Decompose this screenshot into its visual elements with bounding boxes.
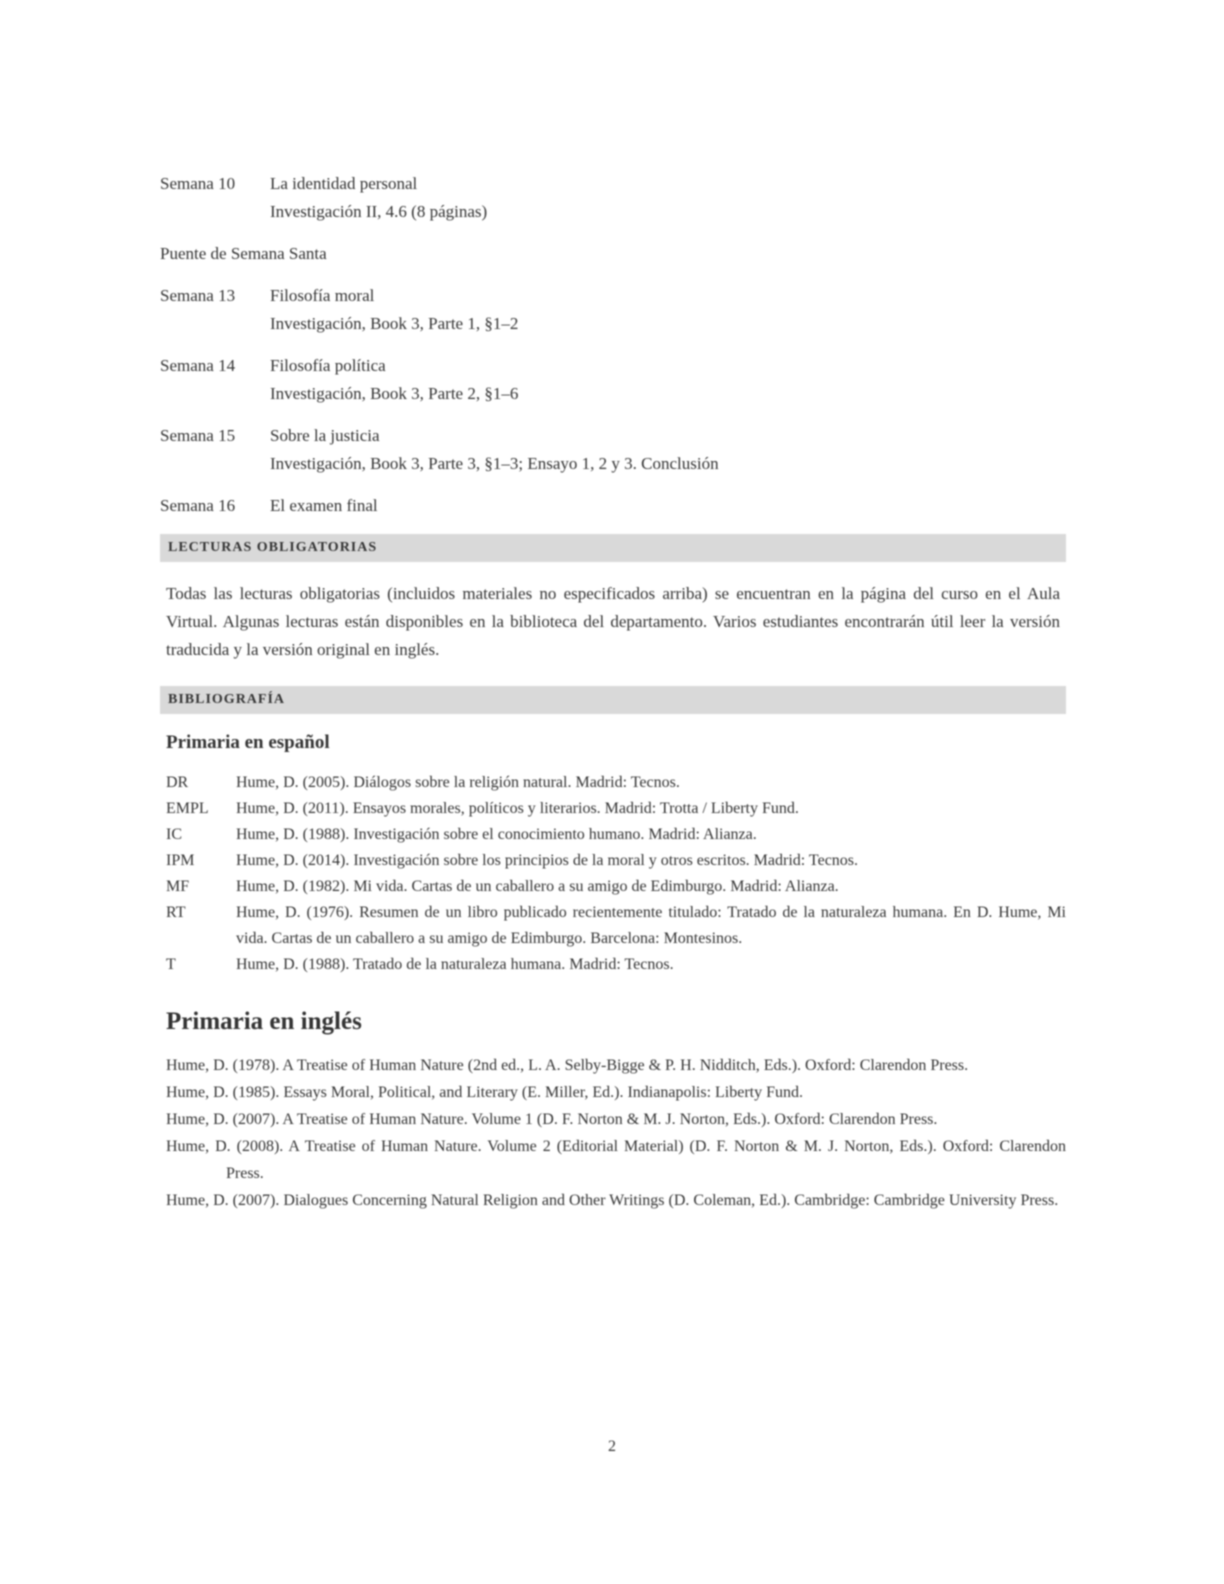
reference-text: Hume, D. (2011). Ensayos morales, políticos y literarios. Madrid: Trotta / Liberty Fund. xyxy=(236,800,799,817)
bibliography-entry xyxy=(160,796,1066,822)
schedule-week: Semana 10 xyxy=(160,174,236,193)
readings-paragraph: Todas las lecturas obligatorias (incluidos materiales no especificados arriba) se encuentran en la página del curso en el Aula Virtual. Algunas lecturas están disponibles en la biblioteca del departamento. Varios estudiantes encontrarán útil leer la versión traducida y la versión original en inglés. xyxy=(166,584,1060,659)
schedule-item xyxy=(160,352,1066,408)
schedule-item xyxy=(160,282,1066,338)
bibliography-entry: Hume, D. (2008). A Treatise of Human Nature. Volume 2 (Editorial Material) (D. F. Norton & M. J. Norton, Eds.). Oxford: Clarendon Press. xyxy=(166,1138,1066,1182)
reference-text: Hume, D. (1988). Tratado de la naturaleza humana. Madrid: Tecnos. xyxy=(236,956,674,973)
page-content xyxy=(160,170,1066,1214)
spanish-bibliography-heading: Primaria en español xyxy=(166,732,330,753)
schedule-topic: La identidad personal xyxy=(270,174,418,193)
page-number: 2 xyxy=(608,1438,616,1455)
schedule-reading: Investigación, Book 3, Parte 2, §1–6 xyxy=(270,384,519,403)
bibliography-entry xyxy=(160,952,1066,978)
schedule-topic: Sobre la justicia xyxy=(270,426,380,445)
schedule-item xyxy=(160,492,1066,520)
schedule-topic: El examen final xyxy=(270,496,378,515)
abbreviation: EMPL xyxy=(166,800,209,817)
schedule-body xyxy=(270,282,1066,338)
reference-text: Hume, D. (1982). Mi vida. Cartas de un caballero a su amigo de Edimburgo. Madrid: Alianza. xyxy=(236,878,839,895)
schedule-body xyxy=(270,422,1066,478)
schedule-item xyxy=(160,170,1066,226)
schedule-body xyxy=(270,170,1066,226)
schedule-item xyxy=(160,422,1066,478)
english-bibliography-heading: Primaria en inglés xyxy=(166,1008,362,1035)
bibliography-entry: Hume, D. (1985). Essays Moral, Political, and Literary (E. Miller, Ed.). Indianapolis: Liberty Fund. xyxy=(166,1084,804,1101)
reference-text: Hume, D. (2014). Investigación sobre los principios de la moral y otros escritos. Madrid: Tecnos. xyxy=(236,852,859,869)
schedule-reading: Investigación, Book 3, Parte 1, §1–2 xyxy=(270,314,519,333)
abbreviation: IC xyxy=(166,826,182,843)
bibliography-entry: Hume, D. (2007). Dialogues Concerning Natural Religion and Other Writings (D. Coleman, Ed.). Cambridge: Cambridge University Press. xyxy=(166,1192,1059,1209)
bibliography-entry xyxy=(160,900,1066,952)
bibliography-entry xyxy=(160,874,1066,900)
schedule-reading: Investigación, Book 3, Parte 3, §1–3; Ensayo 1, 2 y 3. Conclusión xyxy=(270,454,719,473)
schedule-week: Semana 16 xyxy=(160,496,236,515)
readings-section-heading: LECTURAS OBLIGATORIAS xyxy=(160,534,1066,562)
abbreviation: RT xyxy=(166,904,186,921)
bibliography-section-heading: BIBLIOGRAFÍA xyxy=(160,686,1066,714)
abbreviation: IPM xyxy=(166,852,195,869)
abbreviation: MF xyxy=(166,878,190,895)
holiday-note: Puente de Semana Santa xyxy=(160,244,327,263)
schedule-topic: Filosofía moral xyxy=(270,286,375,305)
bibliography-entry: Hume, D. (2007). A Treatise of Human Nature. Volume 1 (D. F. Norton & M. J. Norton, Eds.). Oxford: Clarendon Press. xyxy=(166,1111,938,1128)
schedule-week: Semana 13 xyxy=(160,286,236,305)
reference-text: Hume, D. (1976). Resumen de un libro publicado recientemente titulado: Tratado de la naturaleza humana. En D. Hume, Mi vida. Cartas de un caballero a su amigo de Edimburgo. Barcelona: Montesinos. xyxy=(236,904,1066,947)
schedule-body xyxy=(270,352,1066,408)
bibliography-entry: Hume, D. (1978). A Treatise of Human Nature (2nd ed., L. A. Selby-Bigge & P. H. Nidditch, Eds.). Oxford: Clarendon Press. xyxy=(166,1057,969,1074)
abbreviation: DR xyxy=(166,774,189,791)
bibliography-entry xyxy=(160,822,1066,848)
reference-text: Hume, D. (2005). Diálogos sobre la religión natural. Madrid: Tecnos. xyxy=(236,774,680,791)
reference-text: Hume, D. (1988). Investigación sobre el conocimiento humano. Madrid: Alianza. xyxy=(236,826,757,843)
schedule-topic: Filosofía política xyxy=(270,356,386,375)
abbreviation: T xyxy=(166,956,176,973)
schedule-body xyxy=(270,492,1066,520)
schedule-week: Semana 15 xyxy=(160,426,236,445)
bibliography-entry xyxy=(160,848,1066,874)
schedule-week: Semana 14 xyxy=(160,356,236,375)
bibliography-entry xyxy=(160,770,1066,796)
schedule-reading: Investigación II, 4.6 (8 páginas) xyxy=(270,202,488,221)
